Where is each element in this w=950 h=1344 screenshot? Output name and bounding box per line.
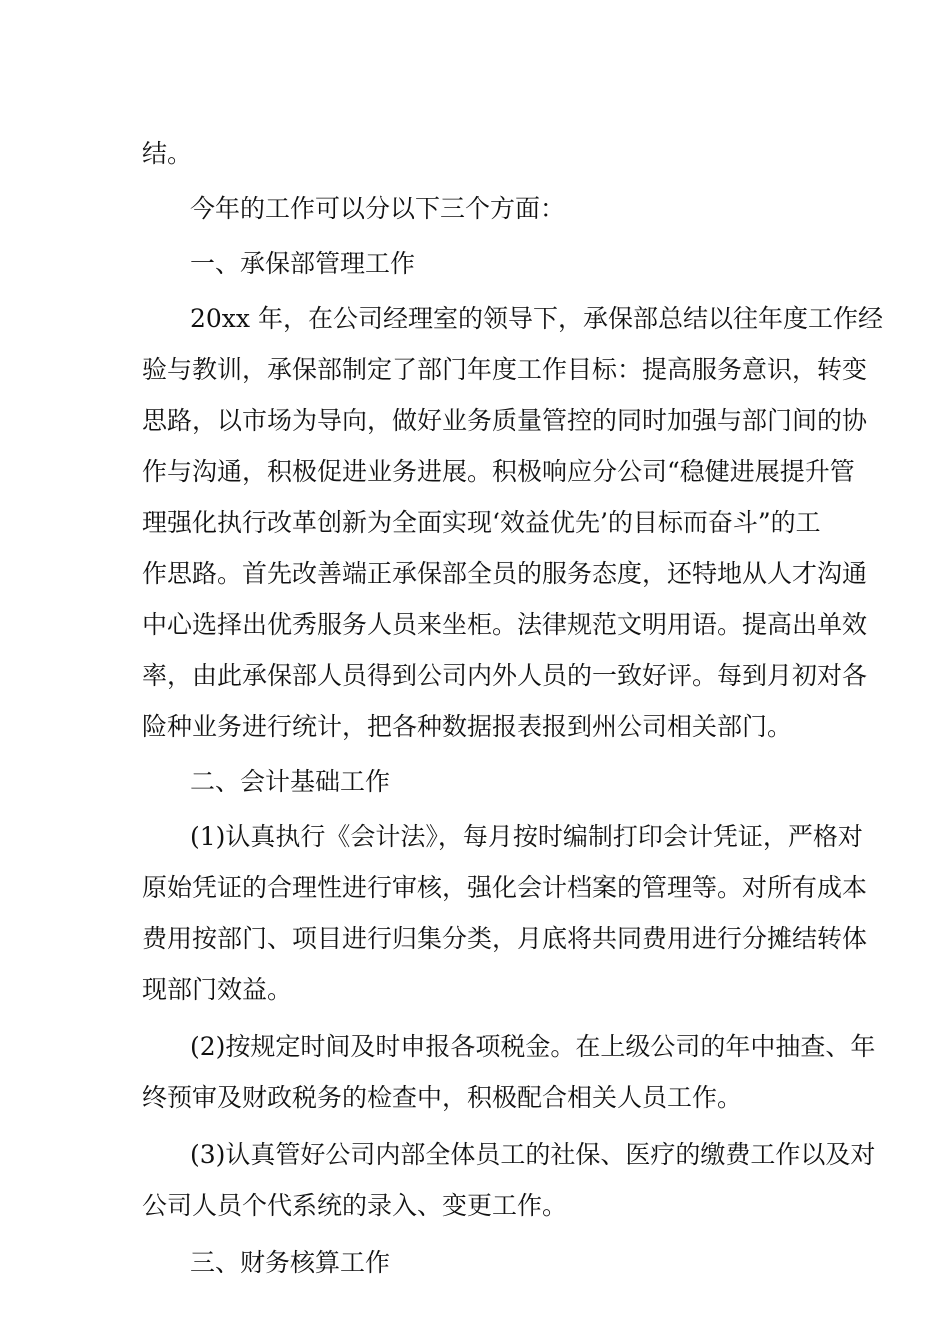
paragraph-line: 作与沟通，积极促进业务进展。积极响应分公司“稳健进展提升管: [142, 457, 855, 486]
paragraph-line: 理强化执行改革创新为全面实现‘效益优先’的目标而奋斗”的工: [142, 508, 821, 537]
paragraph-line: 今年的工作可以分以下三个方面：: [190, 194, 566, 223]
paragraph-line: 验与教训，承保部制定了部门年度工作目标：提高服务意识，转变: [142, 355, 868, 384]
paragraph-line: 公司人员个代系统的录入、变更工作。: [142, 1191, 568, 1220]
paragraph-line: 结。: [142, 139, 193, 168]
paragraph-line: 原始凭证的合理性进行审核，强化会计档案的管理等。对所有成本: [142, 873, 868, 902]
paragraph-line: 思路，以市场为导向，做好业务质量管控的同时加强与部门间的协: [142, 406, 868, 435]
section-heading: 一、承保部管理工作: [190, 249, 416, 278]
paragraph-line: 险种业务进行统计，把各种数据报表报到州公司相关部门。: [142, 712, 793, 741]
paragraph-line: (2)按规定时间及时申报各项税金。在上级公司的年中抽查、年: [190, 1032, 876, 1061]
section-heading: 三、财务核算工作: [190, 1248, 391, 1277]
document-body: [142, 128, 883, 1288]
paragraph-line: 费用按部门、项目进行归集分类，月底将共同费用进行分摊结转体: [142, 924, 868, 953]
paragraph-line: 作思路。首先改善端正承保部全员的服务态度，还特地从人才沟通: [142, 559, 868, 588]
paragraph-line: (1)认真执行《会计法》，每月按时编制打印会计凭证，严格对: [190, 822, 863, 851]
paragraph-line: 率，由此承保部人员得到公司内外人员的一致好评。每到月初对各: [142, 661, 868, 690]
paragraph-line: 20xx 年，在公司经理室的领导下，承保部总结以往年度工作经: [190, 304, 883, 333]
paragraph-line: 现部门效益。: [142, 975, 293, 1004]
paragraph-line: 终预审及财政税务的检查中，积极配合相关人员工作。: [142, 1083, 743, 1112]
paragraph-line: 中心选择出优秀服务人员来坐柜。法律规范文明用语。提高出单效: [142, 610, 868, 639]
section-heading: 二、会计基础工作: [190, 767, 391, 796]
paragraph-line: (3)认真管好公司内部全体员工的社保、医疗的缴费工作以及对: [190, 1140, 876, 1169]
